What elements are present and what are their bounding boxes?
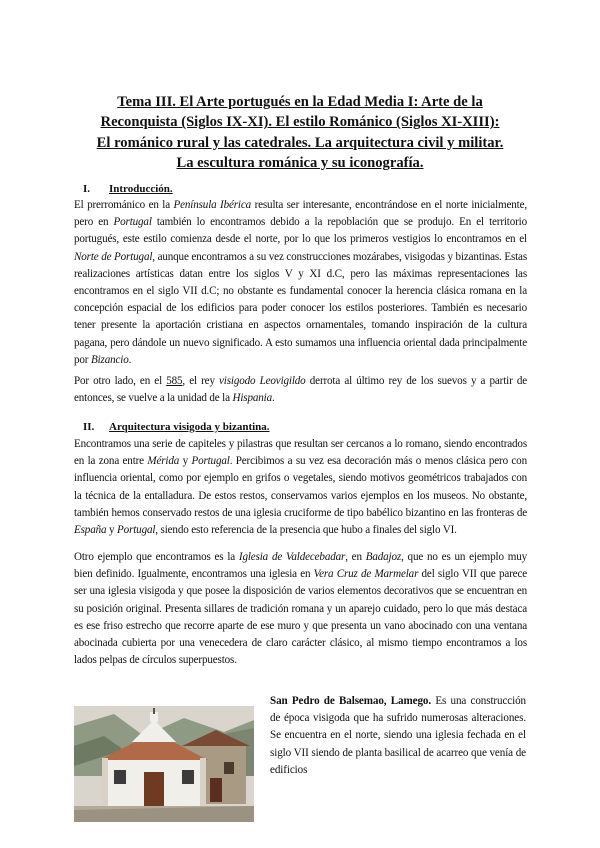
title-line-3: El románico rural y las catedrales. La arquitectura civil y militar. <box>96 134 504 151</box>
section-2-paragraph-2: Otro ejemplo que encontramos es la Iglesia de Valdecebadar, en Badajoz, que no es un ejemplo muy bien definido. Igualmente, encontramos una iglesia en Vera Cruz de Marmelar del siglo VII que parece ser una iglesia visigoda y que posee la disposición de varios elementos decorativos que se encuentran en su posición original. Presenta sillares de tradición romana y un aparejo cuidado, pero lo que más destaca es ese friso estrecho que recorre aparte de ese muro y que presenta un vano abocinado con una ventana abocinada cubierta por una venecedera de claro carácter clásico, al mismo tiempo encontramos a los lados pelpas de círculos superpuestos. <box>74 551 527 667</box>
section-2-paragraph-1: Encontramos una serie de capiteles y pilastras que resultan ser cercanos a lo romano, siendo encontrados en la zona entre Mérida y Portugal. Percibimos a su vez esa decoración más o menos clásica pero con influencia oriental, como por ejemplo en grifos o vegetales, siendo motivos geométricos trabajados con la técnica de la entalladura. De estos restos, conservamos varios ejemplos en los museos. No obstante, también hemos conservado restos de una iglesia cruciforme de tipo babélico bizantino en las fronteras de España y Portugal, siendo esto referencia de la presencia que hubo a finales del siglo VI. <box>74 438 527 537</box>
section-1-paragraph-1: El prerrománico en la Península Ibérica resulta ser interesante, encontrándose en el norte inicialmente, pero en Portugal también lo encontramos debido a la repoblación que se produjo. En el territorio portugués, este estilo comienza desde el norte, por lo que los primeros vestigios lo encontramos en el Norte de Portugal, aunque encontramos a su vez construcciones mozárabes, visigodas y bizantinas. Estas realizaciones artísticas datan entre los siglos V y XI d.C, pero las máximas representaciones las encontramos en el siglo VII d.C; no obstante es fundamental conocer la herencia clásica romana en la concepción espacial de los edificios para poder conocer los estilos posteriores. También es necesario tener presente la aportación cristiana en aspectos ornamentales, tomando inspiración de la cultura pagana, pero dándole un nuevo significado. A esto sumamos una influencia oriental dada principalmente por Bizancio. <box>74 199 527 366</box>
section-2-heading <box>83 421 270 433</box>
section-1-paragraph-2: Por otro lado, en el 585, el rey visigodo Leovigildo derrota al último rey de los suevos y a partir de entonces, se vuelve a la unidad de la Hispania. <box>74 375 527 405</box>
section-1-title: Introducción. <box>109 183 173 195</box>
document-title <box>62 92 538 173</box>
section-2-title: Arquitectura visigoda y bizantina. <box>109 421 270 433</box>
figure-caption <box>270 693 526 779</box>
church-photo <box>74 706 254 822</box>
title-line-4: La escultura románica y su iconografía. <box>176 154 424 171</box>
title-line-1: Tema III. El Arte portugués en la Edad Media I: Arte de la <box>117 94 483 110</box>
section-2-number: II. <box>83 421 95 433</box>
figure-caption-title: San Pedro de Balsemao, Lamego. <box>270 695 432 707</box>
section-1-heading <box>83 183 173 195</box>
title-line-2: Reconquista (Siglos IX-XI). El estilo Románico (Siglos XI-XIII): <box>100 114 500 131</box>
figure-caption-text: Es una construcción de época visigoda que ha sufrido numerosas alteraciones. Se encuentra en el norte, siendo una iglesia fechada en el siglo VII siendo de planta basilical de acarreo que venía de edificios <box>270 695 526 776</box>
section-1-number: I. <box>83 183 91 195</box>
